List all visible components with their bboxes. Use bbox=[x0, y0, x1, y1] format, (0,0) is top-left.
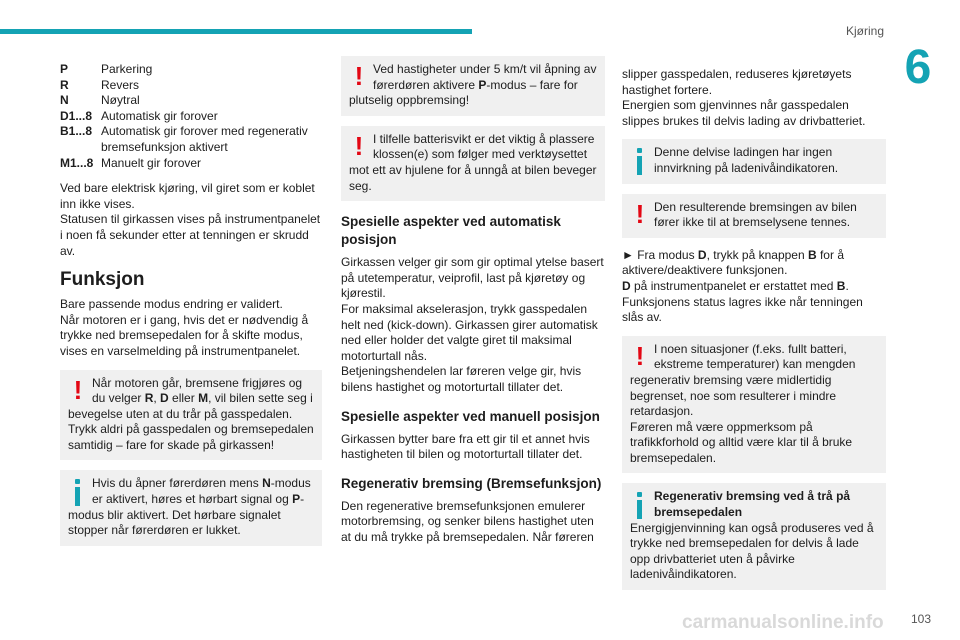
page-number: 103 bbox=[910, 612, 931, 626]
column-2 bbox=[341, 56, 605, 555]
section-title: Kjøring bbox=[845, 24, 884, 38]
info-box bbox=[622, 483, 886, 590]
text: Girkassen velger gir som gir optimal ytelse basert på utetemperatur, veiprofil, last på kjøretøy og kjørestil. bbox=[341, 255, 604, 301]
text: I tilfelle batterisvikt er det viktig å plassere klossen(e) som følger med verktøysettet mot ett av hjulene for å unngå at bilen beveger seg. bbox=[349, 131, 597, 193]
text: Den resulterende bremsingen av bilen fører ikke til at bremselysene tennes. bbox=[654, 199, 857, 230]
text: på instrumentpanelet er erstattet med bbox=[630, 278, 837, 293]
text: -modus – fare for plutselig oppbremsing! bbox=[349, 77, 578, 108]
gear-row bbox=[60, 109, 322, 125]
gear-row bbox=[60, 124, 322, 155]
text: , trykk på knappen bbox=[706, 247, 808, 262]
section-heading: Funksjon bbox=[60, 269, 145, 291]
warning-icon: ! bbox=[635, 340, 645, 371]
warning-box bbox=[622, 336, 886, 474]
text: P bbox=[292, 492, 301, 507]
text: For maksimal akselerasjon, trykk gasspedalen helt ned (kick-down). Girkassen girer automatisk ned eller holder det valgte giret til maksimal motorturtall nås. bbox=[341, 301, 598, 363]
info-icon bbox=[630, 145, 650, 175]
text: Denne delvise ladingen har ingen innvirkning på ladenivåindikatoren. bbox=[654, 145, 839, 175]
watermark: carmanualsonline.info bbox=[682, 612, 884, 633]
warning-icon: ! bbox=[354, 130, 364, 161]
gear-label: Parkering bbox=[101, 62, 153, 76]
text: Ved bare elektrisk kjøring, vil giret som er koblet inn ikke vises. bbox=[60, 181, 315, 211]
gear-label: Automatisk gir forover med regenerativ bremsefunksjon aktivert bbox=[101, 124, 308, 154]
header-accent-bar bbox=[0, 29, 472, 34]
warning-box bbox=[341, 56, 605, 116]
paragraph bbox=[60, 181, 322, 259]
text: Funksjonens status lagres ikke når tenningen slås av. bbox=[622, 294, 863, 325]
warning-box bbox=[60, 370, 322, 461]
chapter-number: 6 bbox=[890, 40, 946, 96]
info-title: Regenerativ bremsing ved å trå på bremsepedalen bbox=[654, 489, 851, 520]
text: Bare passende modus endring er validert. bbox=[60, 297, 283, 312]
paragraph bbox=[60, 297, 322, 359]
column-3 bbox=[622, 67, 886, 600]
info-box bbox=[622, 139, 886, 183]
text: D bbox=[697, 247, 707, 262]
gear-row bbox=[60, 93, 322, 109]
text: Energien som gjenvinnes når gasspedalen slippes brukes til delvis lading av drivbatteriet. bbox=[622, 98, 866, 128]
text: P bbox=[478, 77, 487, 92]
text: -modus er aktivert, høres et hørbart signal og bbox=[92, 476, 311, 507]
text: Statusen til girkassen vises på instrumentpanelet i noen få sekunder etter at tenningen er skrudd av. bbox=[60, 212, 321, 258]
text: eller bbox=[168, 391, 199, 406]
gear-key: P bbox=[60, 62, 69, 76]
paragraph: Girkassen bytter bare fra ett gir til et annet hvis hastigheten til bilen og motorturtall tillater det. bbox=[341, 431, 590, 462]
subsection-heading: Spesielle aspekter ved automatisk posisjon bbox=[341, 214, 561, 248]
text: D bbox=[160, 391, 169, 406]
gear-key: N bbox=[60, 93, 69, 108]
info-box bbox=[60, 470, 322, 545]
gear-row bbox=[60, 78, 322, 94]
text: N bbox=[262, 476, 271, 491]
warning-icon: ! bbox=[354, 61, 364, 91]
gear-row bbox=[60, 156, 322, 172]
text: Ved hastigheter under 5 km/t vil åpning av førerdøren aktivere bbox=[373, 62, 597, 92]
text: Når motoren går, bremsene frigjøres og du velger bbox=[92, 375, 303, 406]
text: Når motoren er i gang, hvis det er nødvendig å trykke ned bremsepedalen for å skifte modus, vises en varselmelding på instrumentpanelet. bbox=[60, 312, 309, 358]
gear-table bbox=[60, 62, 322, 171]
gear-key: D1...8 bbox=[60, 108, 93, 123]
subsection-heading: Regenerativ bremsing (Bremsefunksjon) bbox=[341, 475, 602, 491]
text: B bbox=[836, 278, 846, 293]
text: R bbox=[144, 391, 154, 406]
gear-key: M1...8 bbox=[60, 155, 94, 170]
gear-label: Manuelt gir forover bbox=[101, 155, 202, 170]
text: I noen situasjoner (f.eks. fullt batteri, ekstreme temperaturer) kan mengden regenerativ bremsing være midlertidig begrenset, noe som resulterer i mindre retardasjon. bbox=[630, 341, 856, 419]
text: B bbox=[807, 247, 817, 262]
text: for å aktivere/deaktivere funksjonen. bbox=[622, 247, 844, 278]
paragraph: Den regenerative bremsefunksjonen emulerer motorbremsing, og senker bilens hastighet uten at du må trykke på bremsepedalen. Når føreren bbox=[341, 498, 594, 544]
warning-icon: ! bbox=[635, 198, 645, 229]
paragraph bbox=[622, 67, 886, 129]
text: D bbox=[622, 278, 631, 293]
text: M bbox=[198, 391, 209, 406]
gear-label: Automatisk gir forover bbox=[101, 108, 218, 123]
warning-icon: ! bbox=[73, 374, 83, 405]
text: , bbox=[153, 391, 161, 406]
warning-box bbox=[341, 126, 605, 201]
warning-box bbox=[622, 194, 886, 238]
text: Hvis du åpner førerdøren mens bbox=[92, 476, 263, 491]
text: -modus blir aktivert. Det hørbare signalet stopper når førerdøren er lukket. bbox=[68, 492, 305, 538]
column-1 bbox=[60, 62, 322, 556]
paragraph bbox=[341, 255, 605, 395]
text: , vil bilen sette seg i bevegelse uten at du trår på gasspedalen. bbox=[68, 391, 313, 421]
paragraph bbox=[622, 248, 886, 326]
subsection-heading: Spesielle aspekter ved manuell posisjon bbox=[341, 408, 600, 424]
text: Trykk aldri på gasspedalen og bremsepedalen samtidig – fare for skade på girkassen! bbox=[68, 422, 314, 452]
gear-label: Nøytral bbox=[101, 93, 140, 108]
info-icon bbox=[68, 476, 88, 506]
text: ► Fra modus bbox=[622, 247, 698, 262]
info-icon bbox=[630, 489, 650, 519]
text: Føreren må være oppmerksom på trafikkforhold og alltid være klar til å bruke bremsepedalen. bbox=[630, 419, 853, 465]
text: slipper gasspedalen, reduseres kjøretøyets hastighet fortere. bbox=[622, 67, 852, 97]
gear-key: R bbox=[60, 77, 69, 92]
gear-label: Revers bbox=[101, 77, 140, 92]
text: Betjeningshendelen lar føreren velge gir, hvis bilens hastighet og motorturtall tillater det. bbox=[341, 364, 582, 394]
gear-row bbox=[60, 62, 322, 78]
text: Energigjenvinning kan også produseres ved å trykke ned bremsepedalen for delvis å lade opp drivbatteriet uten å påvirke ladenivåindikatoren. bbox=[630, 520, 874, 582]
text: . bbox=[845, 278, 849, 293]
gear-key: B1...8 bbox=[60, 124, 93, 139]
